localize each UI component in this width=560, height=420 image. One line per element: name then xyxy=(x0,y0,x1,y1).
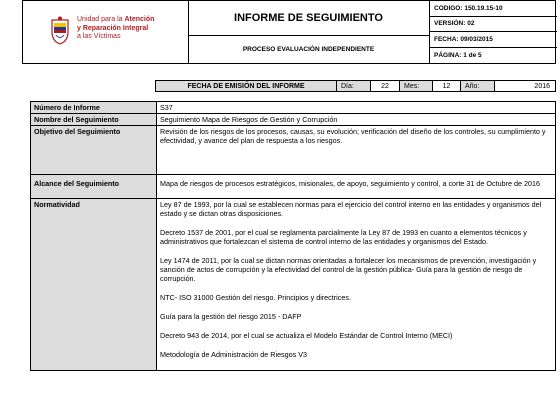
month-value: 12 xyxy=(433,81,461,91)
meta-fecha: FECHA: 09/03/2015 xyxy=(430,32,557,48)
report-title: INFORME DE SEGUIMIENTO xyxy=(188,1,429,36)
nombre-value: Seguimiento Mapa de Riesgos de Gestión y Corrupción xyxy=(157,114,556,126)
year-value: 2016 xyxy=(495,81,555,91)
norm-item: Ley 87 de 1993, por la cual se establecen normas para el ejercicio del control interno en las entidades y organismos del estado y se dictan otras disposiciones. xyxy=(160,200,542,218)
alcance-label: Alcance del Seguimiento xyxy=(31,175,157,199)
day-value: 22 xyxy=(371,81,400,91)
month-label: Mes: xyxy=(400,81,433,91)
numero-label: Número de Informe xyxy=(31,102,157,114)
numero-value: S37 xyxy=(157,102,556,114)
emission-date-bar xyxy=(155,80,556,92)
norm-item: Ley 1474 de 2011, por la cual se dictan normas orientadas a fortalecer los mecanismos de prevención, investigación y sanción de actos de corrupción y la efectividad del control de la gestión pública- Guía para la gestión de riesgo de corrupción. xyxy=(160,256,537,283)
row-alcance xyxy=(31,175,556,199)
day-label: Día: xyxy=(337,81,371,91)
emission-label: FECHA DE EMISIÓN DEL INFORME xyxy=(156,81,337,91)
logo-cell xyxy=(23,1,189,63)
objetivo-value: Revisión de los riesgos de los procesos, causas, su evolución; verificación del diseño de los controles, su cumplimiento y efectividad, y avance del plan de respuesta a los riesgos. xyxy=(157,126,556,175)
nombre-label: Nombre del Seguimiento xyxy=(31,114,157,126)
alcance-value: Mapa de riesgos de procesos estratégicos, misionales, de apoyo, seguimiento y control, a corte 31 de Octubre de 2016 xyxy=(157,175,556,199)
process-subtitle: PROCESO EVALUACIÓN INDEPENDIENTE xyxy=(242,46,375,53)
document-header xyxy=(22,0,556,64)
norm-item: Guía para la gestión del riesgo 2015 - DAFP xyxy=(160,312,302,321)
report-info-table xyxy=(30,101,556,371)
row-normatividad xyxy=(31,199,556,371)
document-metadata xyxy=(430,1,557,63)
normatividad-label: Normatividad xyxy=(31,199,157,371)
meta-codigo: CODIGO: 150.19.15-10 xyxy=(430,1,557,17)
norm-item: NTC- ISO 31000 Gestión del riesgo. Principios y directrices. xyxy=(160,293,351,302)
norm-item: Decreto 943 de 2014, por el cual se actualiza el Modelo Estándar de Control Interno (MECI) xyxy=(160,331,453,340)
meta-pagina: PÁGINA: 1 de 5 xyxy=(434,51,482,59)
logo-text: Unidad para la Atención y Reparación Integral a las Víctimas xyxy=(77,16,155,40)
row-nombre xyxy=(31,114,556,126)
meta-version: VERSIÓN: 02 xyxy=(430,17,557,33)
row-numero xyxy=(31,102,556,114)
objetivo-label: Objetivo del Seguimiento xyxy=(31,126,157,175)
coat-of-arms-icon xyxy=(49,16,71,46)
year-label: Año: xyxy=(461,81,495,91)
normatividad-list xyxy=(157,199,556,371)
norm-item: Decreto 1537 de 2001, por el cual se reglamenta parcialmente la Ley 87 de 1993 en cuanto a elementos técnicos y administrativos que fortalezcan el sistema de control interno de las entidades y organismos del Estado. xyxy=(160,228,527,246)
row-objetivo xyxy=(31,126,556,175)
norm-item: Metodología de Administración de Riesgos V3 xyxy=(160,350,308,359)
title-cell xyxy=(188,1,430,63)
